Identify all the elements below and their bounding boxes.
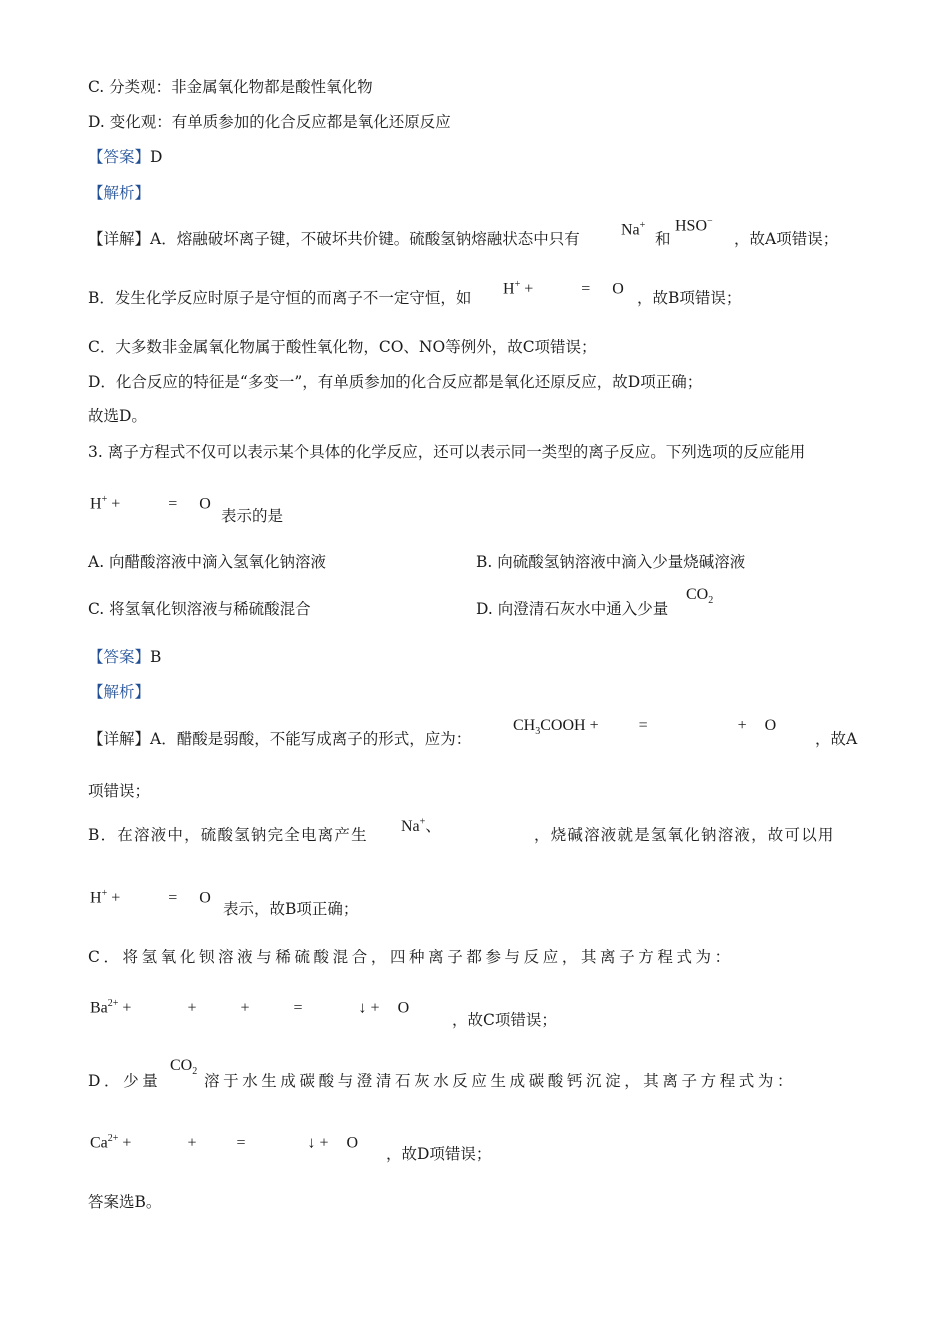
equation-acetic: $CH_3COOH$ + = + O: [513, 717, 777, 738]
choose-1: 故选D。: [88, 407, 147, 425]
equation-q3: H+ + = O: [90, 494, 211, 513]
option-d[interactable]: D. 向澄清石灰水中通入少量: [476, 600, 669, 618]
detail-2-a-tail: ，故A: [815, 730, 858, 748]
detail-1-d: D．化合反应的特征是“多变一”，有单质参加的化合反应都是氧化还原反应，故D项正确；: [88, 373, 703, 391]
detail-1-c: C．大多数非金属氧化物属于酸性氧化物，CO、NO等例外，故C项错误；: [88, 338, 597, 356]
answer-2: [88, 646, 161, 668]
detail-1-b-tail: ，故B项错误；: [637, 289, 742, 307]
equation-b1: H+ + = O: [503, 279, 624, 298]
analysis-tag-2: 【解析】: [88, 683, 151, 701]
detail-1-a: 【详解】A．熔融破坏离子键，不破坏共价键。硫酸氢钠熔融状态中只有: [88, 230, 580, 248]
option-c-classification: C. 分类观：非金属氧化物都是酸性氧化物: [88, 78, 373, 96]
ions-b: Na+、: [401, 816, 442, 835]
hso-ion: HSO−: [675, 216, 713, 235]
na-ion: Na+: [621, 220, 646, 239]
equation-barium: $Ba^{2+}$ + + + = ↓ + O: [90, 998, 410, 1017]
and-word: 和: [655, 230, 671, 248]
answer-1: [88, 146, 162, 168]
analysis-tag-1: 【解析】: [88, 184, 151, 202]
option-b[interactable]: B. 向硫酸氢钠溶液中滴入少量烧碱溶液: [476, 553, 746, 571]
detail-2-d2-tail: ，故D项错误；: [386, 1145, 492, 1163]
detail-2-c: C．将氢氧化钡溶液与稀硫酸混合，四种离子都参与反应，其离子方程式为：: [88, 948, 734, 966]
detail-1-b: B．发生化学反应时原子是守恒的而离子不一定守恒，如: [88, 289, 472, 307]
answer-tag: 【答案】: [88, 648, 151, 666]
final-answer: 答案选B。: [88, 1193, 162, 1211]
option-c[interactable]: C. 将氢氧化钡溶液与稀硫酸混合: [88, 600, 311, 618]
question-3: 3. 离子方程式不仅可以表示某个具体的化学反应，还可以表示同一类型的离子反应。下列选项的反应能用: [88, 443, 806, 461]
detail-2-c2-tail: ，故C项错误；: [452, 1011, 557, 1029]
answer-value: B: [150, 648, 162, 666]
answer-tag: 【答案】: [88, 148, 151, 166]
detail-tag: 【详解】: [88, 230, 151, 248]
detail-2-a: 【详解】A．醋酸是弱酸，不能写成离子的形式，应为：: [88, 730, 472, 748]
co2-formula-d: $CO_2$: [170, 1057, 198, 1078]
detail-2-b-tail: ，烧碱溶液就是氢氧化钠溶液，故可以用: [534, 826, 835, 844]
detail-1-a-tail: ，故A项错误；: [734, 230, 839, 248]
co2-formula: $CO_2$: [686, 586, 714, 607]
detail-tag: 【详解】: [88, 730, 151, 748]
detail-2-b2-tail: 表示，故B项正确；: [223, 900, 359, 918]
detail-2-d-tail: 溶于水生成碳酸与澄清石灰水反应生成碳酸钙沉淀，其离子方程式为：: [204, 1072, 797, 1090]
equation-b2: H+ + = O: [90, 888, 211, 907]
detail-2-a-cont: 项错误；: [88, 782, 151, 800]
detail-2-d: D．少量: [88, 1072, 162, 1090]
option-d-change: D. 变化观：有单质参加的化合反应都是氧化还原反应: [88, 113, 451, 131]
answer-value: D: [150, 148, 163, 166]
option-a[interactable]: A. 向醋酸溶液中滴入氢氧化钠溶液: [88, 553, 327, 571]
detail-2-b: B．在溶液中，硫酸氢钠完全电离产生: [88, 826, 368, 844]
question-3-tail: 表示的是: [221, 507, 284, 525]
equation-calcium: $Ca^{2+}$ + + = ↓ + O: [90, 1133, 359, 1152]
